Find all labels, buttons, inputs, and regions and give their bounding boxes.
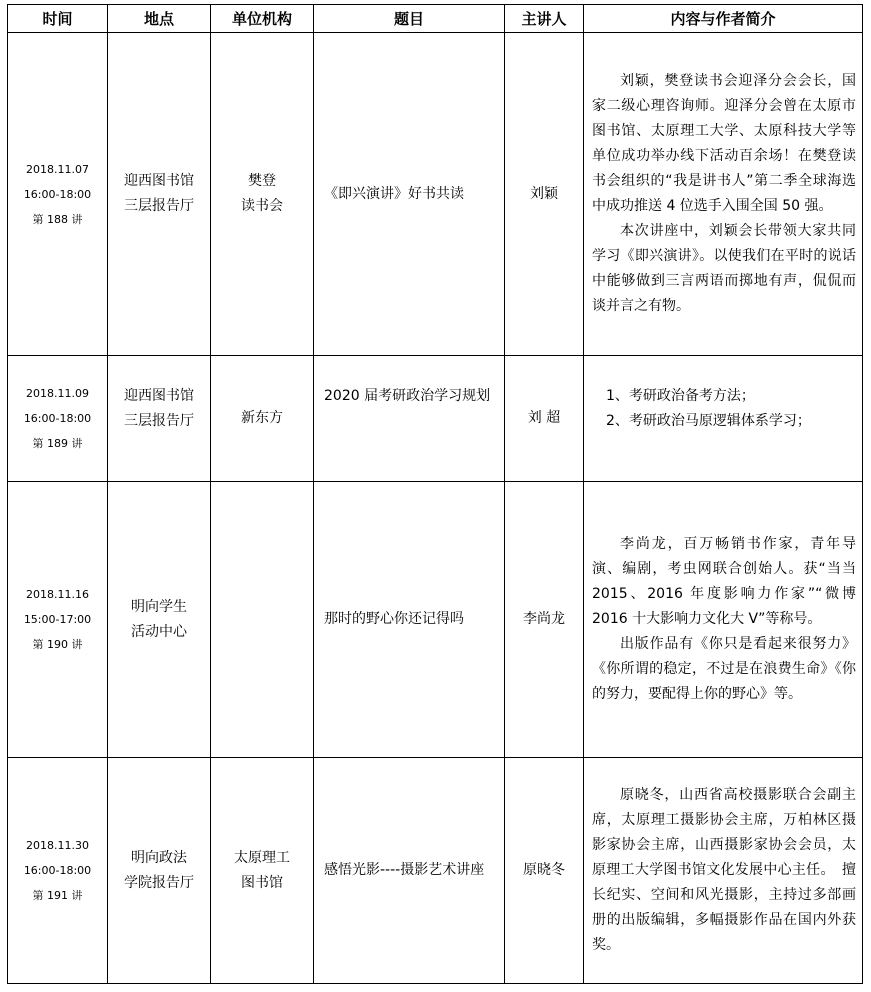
intro-cell	[584, 356, 863, 482]
date-text: 2018.11.30	[26, 839, 89, 852]
hours-text: 16:00-18:00	[23, 187, 92, 201]
speaker-cell: 原晓冬	[505, 758, 584, 984]
topic-cell: 《即兴演讲》好书共读	[314, 33, 505, 356]
intro-cell	[584, 482, 863, 758]
place-cell	[108, 482, 211, 758]
date-text: 2018.11.09	[26, 387, 89, 400]
place-line: 明向政法	[131, 849, 187, 866]
place-line: 迎西图书馆	[124, 173, 194, 189]
hours-text: 16:00-18:00	[23, 864, 92, 877]
lecture-number: 第 190 讲	[32, 638, 83, 651]
place-line: 三层报告厅	[124, 198, 194, 214]
intro-paragraph: 原晓冬，山西省高校摄影联合会副主席，太原理工摄影协会主席，万柏林区摄影家协会主席，山西摄影家协会会员，太原理工大学图书馆文化发展中心主任。 擅长纪实、空间和风光摄影，主持过多部画册的出版编辑，多幅摄影作品在国内外获奖。	[592, 787, 856, 953]
lecture-schedule-table	[7, 4, 863, 984]
place-cell	[108, 33, 211, 356]
table-row	[8, 758, 863, 984]
intro-paragraph: 刘颖，樊登读书会迎泽分会会长，国家二级心理咨询师。迎泽分会曾在太原市图书馆、太原理工大学、太原科技大学等单位成功举办线下活动百余场！在樊登读书会组织的“我是讲书人”第二季全球海选中成功推送 4 位选手入围全国 50 强。	[592, 73, 856, 214]
lecture-number: 第 188 讲	[32, 212, 83, 226]
place-line: 迎西图书馆	[124, 388, 194, 404]
header-speaker: 主讲人	[505, 5, 584, 33]
intro-paragraph: 李尚龙，百万畅销书作家，青年导演、编剧，考虫网联合创始人。获“当当 2015、2016 年度影响力作家”“微博 2016 十大影响力文化大 V”等称号。	[592, 536, 856, 627]
intro-paragraph: 本次讲座中，刘颖会长带领大家共同学习《即兴演讲》。以使我们在平时的说话中能够做到三言两语而掷地有声，侃侃而谈并言之有物。	[592, 223, 856, 314]
header-row	[8, 5, 863, 33]
intro-list-item: 1、考研政治备考方法；	[606, 388, 755, 404]
speaker-cell: 刘颖	[505, 33, 584, 356]
org-line: 读书会	[241, 198, 283, 214]
table-row	[8, 356, 863, 482]
place-line: 明向学生	[131, 598, 187, 615]
intro-cell	[584, 758, 863, 984]
header-org: 单位机构	[211, 5, 314, 33]
place-cell	[108, 356, 211, 482]
hours-text: 15:00-17:00	[23, 613, 92, 626]
header-time: 时间	[8, 5, 108, 33]
lecture-number: 第 191 讲	[32, 889, 83, 902]
date-text: 2018.11.07	[26, 162, 89, 176]
time-cell	[8, 482, 108, 758]
org-line: 图书馆	[241, 874, 283, 891]
date-text: 2018.11.16	[26, 588, 89, 601]
header-topic: 题目	[314, 5, 505, 33]
header-intro: 内容与作者简介	[584, 5, 863, 33]
org-cell	[211, 356, 314, 482]
place-cell	[108, 758, 211, 984]
time-cell	[8, 33, 108, 356]
intro-paragraph: 出版作品有《你只是看起来很努力》《你所谓的稳定，不过是在浪费生命》《你的努力，要配得上你的野心》等。	[592, 636, 856, 702]
hours-text: 16:00-18:00	[23, 412, 92, 425]
header-place: 地点	[108, 5, 211, 33]
org-line: 新东方	[241, 410, 283, 426]
time-cell	[8, 758, 108, 984]
org-cell	[211, 758, 314, 984]
time-cell	[8, 356, 108, 482]
topic-cell: 那时的野心你还记得吗	[314, 482, 505, 758]
org-cell	[211, 482, 314, 758]
org-line: 樊登	[248, 173, 276, 189]
lecture-number: 第 189 讲	[32, 437, 83, 450]
speaker-cell: 李尚龙	[505, 482, 584, 758]
intro-list-item: 2、考研政治马原逻辑体系学习；	[606, 413, 811, 429]
org-cell	[211, 33, 314, 356]
topic-cell: 2020 届考研政治学习规划	[314, 356, 505, 482]
speaker-cell: 刘 超	[505, 356, 584, 482]
topic-cell: 感悟光影----摄影艺术讲座	[314, 758, 505, 984]
place-line: 三层报告厅	[124, 413, 194, 429]
intro-cell	[584, 33, 863, 356]
org-line: 太原理工	[234, 849, 290, 866]
table-row	[8, 482, 863, 758]
place-line: 学院报告厅	[124, 874, 194, 891]
place-line: 活动中心	[131, 623, 187, 640]
table-row	[8, 33, 863, 356]
